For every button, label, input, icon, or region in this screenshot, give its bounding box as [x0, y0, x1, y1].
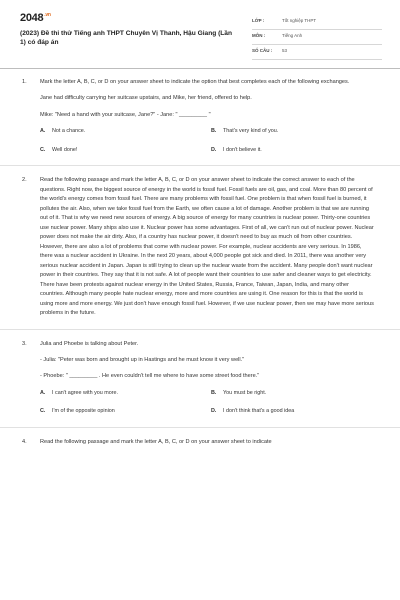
answer-options	[40, 389, 374, 417]
option-text: I don't think that's a good idea	[223, 408, 295, 415]
meta-row-subject	[252, 30, 382, 45]
option-text: That's very kind of you.	[223, 128, 279, 135]
option-letter: D.	[211, 408, 217, 415]
option-letter: B.	[211, 389, 217, 396]
answer-options	[40, 127, 374, 155]
question-number: 3.	[22, 340, 27, 347]
option-letter: C.	[40, 408, 46, 415]
question-number: 1.	[22, 79, 27, 85]
dialogue-line-julia: - Julia: "Peter was born and brought up in Hastings and he must know it very well."	[40, 356, 245, 363]
option-letter: C.	[40, 146, 46, 153]
question-divider	[0, 165, 400, 166]
option-text: Well done!	[52, 146, 78, 153]
meta-label: SỐ CÂU :	[252, 48, 273, 53]
logo-text: 2048	[20, 12, 44, 24]
option-text: Not a chance.	[52, 128, 86, 135]
option-c[interactable]	[40, 146, 211, 155]
option-b[interactable]	[211, 389, 371, 398]
meta-row-question-count	[252, 45, 382, 60]
option-letter: D.	[211, 146, 217, 153]
header-divider	[0, 68, 400, 69]
option-text: I can't agree with you more.	[52, 389, 119, 396]
meta-value: Tốt nghiệp THPT	[282, 18, 317, 23]
question-instruction: Julia and Phoebe is talking about Peter.	[40, 340, 139, 347]
option-d[interactable]	[211, 146, 371, 155]
option-a[interactable]	[40, 127, 211, 136]
option-b[interactable]	[211, 127, 371, 136]
question-number: 4.	[22, 438, 27, 445]
option-c[interactable]	[40, 407, 211, 416]
question-divider	[0, 427, 400, 428]
question-2	[0, 176, 400, 319]
option-letter: A.	[40, 389, 46, 396]
question-4	[0, 438, 400, 447]
meta-value: Tiếng Anh	[282, 33, 303, 38]
meta-value: 53	[282, 48, 288, 53]
reading-passage: Read the following passage and mark the letter A, B, C, or D on your answer sheet to indicate the correct answer to each of the questions. Right now, the biggest source of energy in the world is fossil fuel. Fossil fuels are oil, gas, and coal. More than 80 percent of the world's energy comes from fossil fuel. There are many problems with fossil fuel. One problem is that when fossil fuel is burned, it pollutes the air. Also, when we take fossil fuel from the Earth, we often cause a lot of damage. Another problem is that we are running out of it. That is why we need new sources of energy. A big source of energy for many countries is nuclear power. Thirty-one countries use nuclear power. Many ships also use it. Nuclear power has some advantages. First of all, we can't run out of nuclear power. Nuclear power does not make the air dirty. Also, if a country has nuclear power, it doesn't need to buy as much oil from other countries. However, there are also a lot of problems that come with nuclear power. For example, nuclear accidents are very serious. In 1986, there was a nuclear accident in Ukraine. In the next 20 years, about 4,000 people got sick and died. In 2011, there was another very serious nuclear accident in Japan. Japan is still trying to clean up the nuclear waste from the accident. Many people don't want nuclear power in their countries. They say that it is not safe. A lot of people want their countries to use safer and cleaner ways to get electricity. There have been protests against nuclear energy in the United States, Russia, France, Taiwan, Japan, India, and many other countries. Although many people hate nuclear energy, more and more countries are using it. One reason for this is that the world is using more and more energy. We just don't have enough fossil fuel. However, if we use nuclear power, then we may have more serious problems in the future.	[40, 177, 374, 317]
site-logo[interactable]	[20, 12, 51, 24]
option-d[interactable]	[211, 407, 371, 416]
option-text: I'm of the opposite opinion	[52, 408, 115, 415]
question-context: Jane had difficulty carrying her suitcase upstairs, and Mike, her friend, offered to help.	[40, 95, 252, 102]
document-title: (2023) Đề thi thử Tiếng anh THPT Chuyên Vị Thanh, Hậu Giang (Lần 1) có đáp án	[20, 30, 233, 46]
question-dialogue: Mike: "Need a hand with your suitcase, Jane?" - Jane: " _________ "	[40, 111, 211, 118]
option-text: I don't believe it.	[223, 146, 262, 153]
logo-suffix: .vn	[44, 12, 51, 19]
meta-label: LỚP :	[252, 18, 265, 23]
question-instruction: Mark the letter A, B, C, or D on your answer sheet to indicate the option that best completes each of the following exchanges.	[40, 79, 350, 85]
question-3	[0, 340, 400, 417]
meta-label: MÔN :	[252, 33, 266, 38]
option-letter: A.	[40, 128, 46, 135]
question-1	[0, 78, 400, 155]
question-number: 2.	[22, 177, 27, 184]
document-meta	[252, 15, 382, 60]
question-list	[0, 78, 400, 454]
option-a[interactable]	[40, 389, 211, 398]
question-divider	[0, 329, 400, 330]
dialogue-line-phoebe: - Phoebe: " _________ . He even couldn't tell me where to have some street food there."	[40, 373, 260, 380]
option-text: You must be right.	[223, 389, 267, 396]
option-letter: B.	[211, 128, 217, 135]
meta-row-class	[252, 15, 382, 30]
question-instruction: Read the following passage and mark the letter A, B, C, or D on your answer sheet to indicate	[40, 438, 272, 445]
page-header	[0, 0, 400, 62]
